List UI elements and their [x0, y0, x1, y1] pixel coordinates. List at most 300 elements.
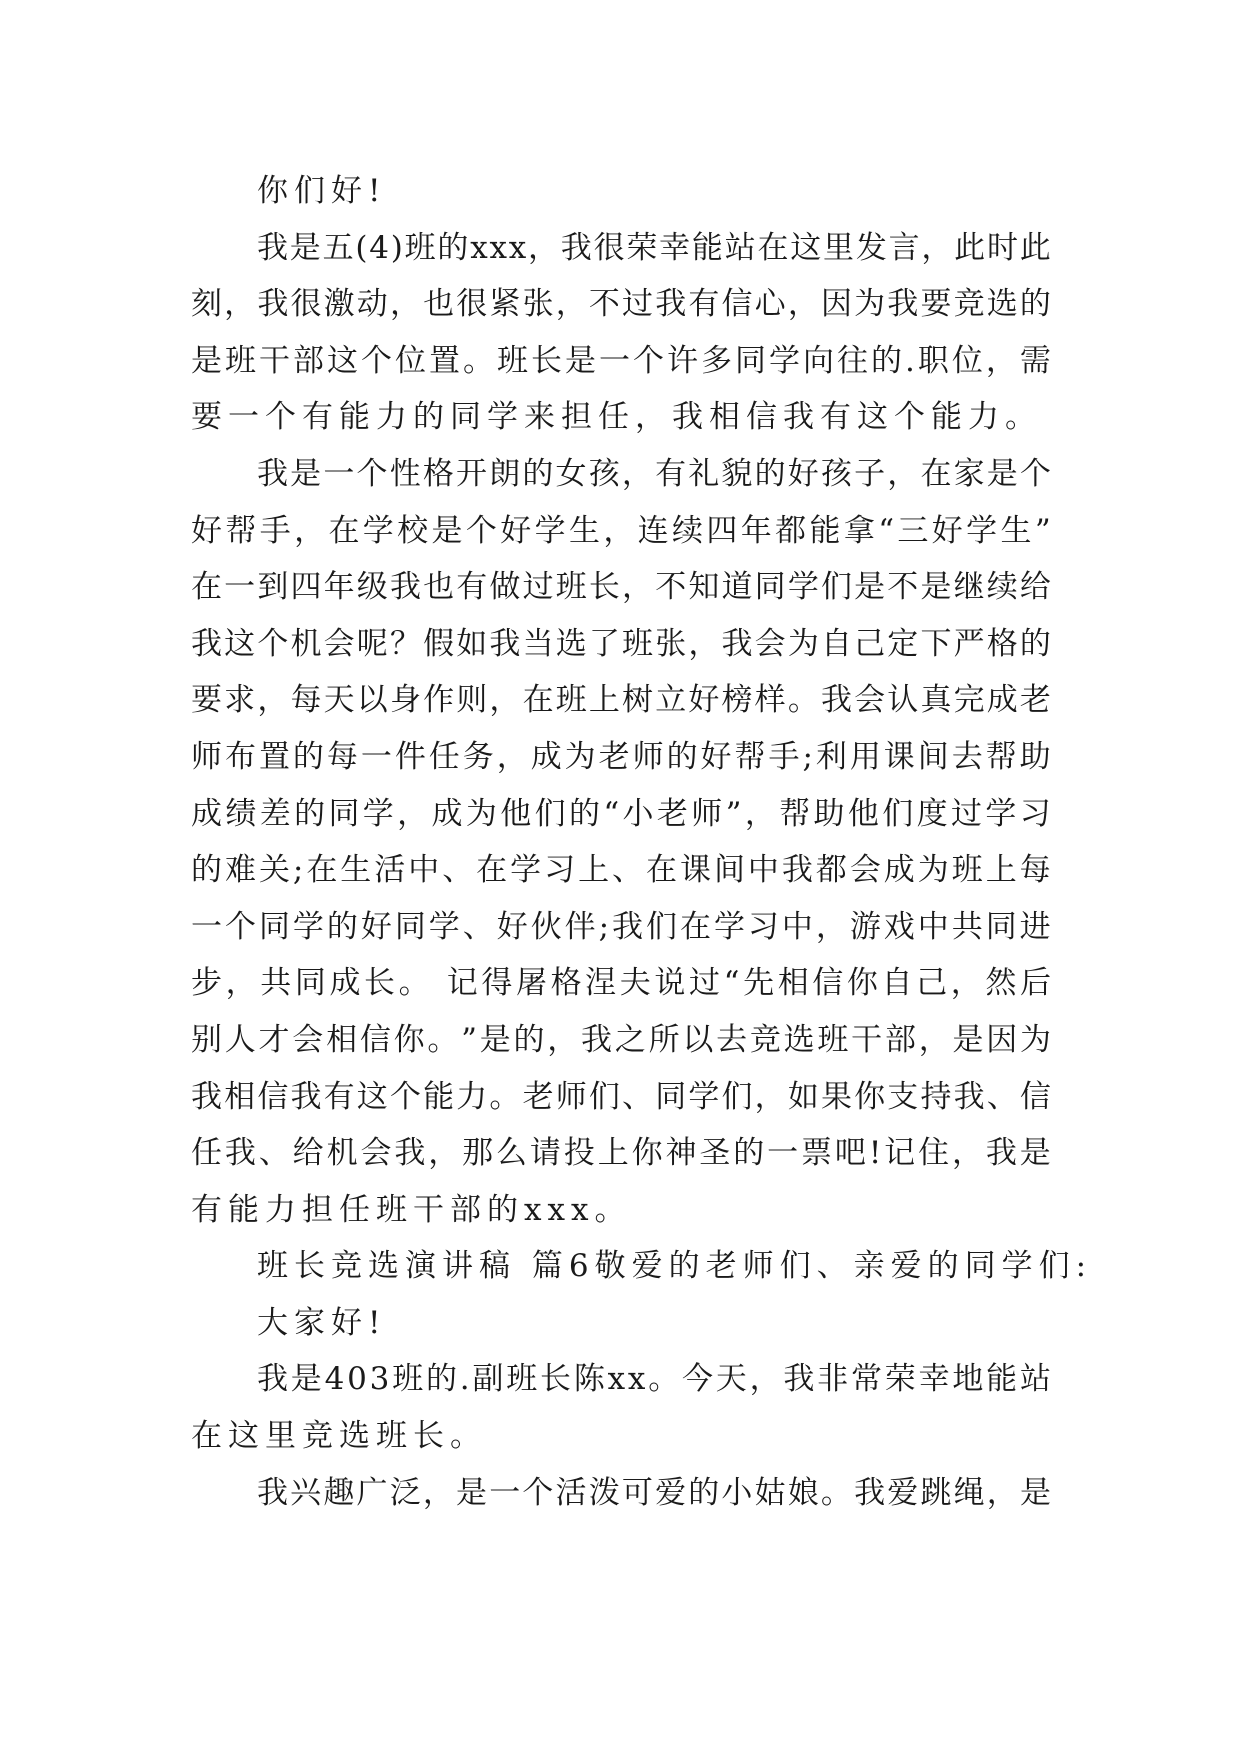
text-char: 同 [258, 908, 290, 945]
text-char: 是 [952, 1021, 984, 1058]
text-char: 。 [787, 682, 819, 719]
text-char: 我 [581, 1021, 613, 1058]
text-char: 家 [953, 455, 985, 492]
text-char: 。 [489, 1078, 521, 1115]
text-char: 帮 [779, 795, 811, 832]
text-char: 中 [408, 852, 440, 889]
text-char: 长 [364, 965, 396, 1002]
text-char: 因 [986, 1021, 1018, 1058]
text-char: 的 [437, 229, 469, 266]
text-char: 貌 [721, 455, 753, 492]
text-char: ， [621, 455, 653, 492]
text-char: 班 [817, 1021, 849, 1058]
text-char: 娘 [787, 1474, 819, 1511]
text-char: ， [921, 229, 953, 266]
text-char: 习 [747, 908, 779, 945]
text-char: 道 [721, 569, 753, 606]
text-char: 生 [340, 852, 372, 889]
text-char: 的 [425, 1361, 457, 1398]
text-char: 相 [777, 965, 809, 1002]
text-char: 不 [887, 569, 919, 606]
text-char: ， [754, 1078, 786, 1115]
text-char: 记 [884, 1135, 916, 1172]
text-char: ， [603, 512, 635, 549]
text-char: 幸 [918, 1361, 950, 1398]
text-char: 好 [688, 682, 720, 719]
text-char: 的 [754, 455, 786, 492]
text-line [191, 503, 1051, 560]
text-char: 自 [820, 625, 852, 662]
text-char: 会 [849, 852, 881, 889]
text-char: 班 [506, 1361, 538, 1398]
text-char: 是 [854, 569, 886, 606]
text-char: 班 [555, 569, 587, 606]
text-char: 个 [389, 1078, 421, 1115]
text-char: 中 [747, 852, 779, 889]
text-char: 学 [769, 342, 800, 379]
text-char: 我 [612, 908, 644, 945]
text-char: 能 [986, 1361, 1018, 1398]
text-char: 请 [529, 1135, 561, 1172]
text-char: 天 [323, 682, 355, 719]
text-char: 班 [555, 682, 587, 719]
text-char: 泛 [389, 1474, 421, 1511]
text-char: 记 [446, 965, 478, 1002]
text-char: 成 [883, 852, 915, 889]
text-char: 天 [715, 1361, 747, 1398]
text-char: 你 [846, 965, 878, 1002]
text-char: 为 [564, 738, 596, 775]
text-char: 今 [681, 1361, 713, 1398]
text-char: 张 [655, 625, 687, 662]
text-char: 我 [781, 852, 813, 889]
text-char: 成 [530, 738, 562, 775]
text-char: 张 [522, 286, 554, 323]
text-char: 都 [775, 512, 807, 549]
text-char: 也 [423, 569, 455, 606]
text-char: “ [723, 965, 740, 1002]
text-char: 我 [389, 569, 421, 606]
text-char: 你 [854, 1078, 886, 1115]
text-char: 那 [462, 1135, 494, 1172]
text-char: 先 [743, 965, 775, 1002]
text-char: 班 [404, 229, 436, 266]
text-char: 完 [953, 682, 985, 719]
text-char: 机 [326, 1135, 358, 1172]
text-char: 是 [289, 229, 321, 266]
text-char: 女 [555, 455, 587, 492]
text-char: 一 [323, 455, 355, 492]
text-char: 间 [713, 852, 745, 889]
text-char: 个 [1019, 455, 1051, 492]
text-char: 如 [456, 625, 488, 662]
text-char: 开 [456, 455, 488, 492]
text-char: 为 [917, 852, 949, 889]
text-char: 能 [691, 229, 723, 266]
text-char: x [607, 1361, 626, 1398]
text-char: 动 [356, 286, 388, 323]
text-char: 陈 [573, 1361, 605, 1398]
text-char: 关 [258, 852, 290, 889]
text-char: 机 [290, 625, 322, 662]
text-char: 会 [292, 1021, 324, 1058]
text-char: 长 [588, 569, 620, 606]
text-char: 姑 [754, 1474, 786, 1511]
text-char: 学 [362, 512, 394, 549]
text-char: 个 [522, 1474, 554, 1511]
text-char: 我 [394, 1135, 426, 1172]
text-char: 泼 [588, 1474, 620, 1511]
text-char: 好 [360, 908, 392, 945]
text-line [191, 1182, 1051, 1239]
text-char: 他 [847, 795, 879, 832]
text-char: 假 [423, 625, 455, 662]
text-char: 在 [522, 682, 554, 719]
text-char: 票 [801, 1135, 833, 1172]
text-char: 此 [954, 229, 986, 266]
text-char: 的 [568, 795, 600, 832]
text-char: 己 [916, 965, 948, 1002]
text-char: 一 [767, 1135, 799, 1172]
text-char: 长 [540, 1361, 572, 1398]
text-char: 格 [986, 625, 1018, 662]
text-char: 们 [588, 1078, 620, 1115]
text-char: 求 [224, 682, 256, 719]
text-char: 会 [323, 625, 355, 662]
text-char: 戏 [883, 908, 915, 945]
text-char: 要 [191, 682, 222, 719]
text-char: 是 [1019, 1474, 1051, 1511]
text-char: 孩 [820, 455, 852, 492]
text-char: 个 [224, 908, 256, 945]
text-line [191, 559, 1051, 616]
text-char: ， [294, 512, 326, 549]
text-char: 生 [568, 512, 600, 549]
text-char: 位 [395, 342, 426, 379]
text-char: 置 [258, 738, 290, 775]
text-char: 爱 [655, 1474, 687, 1511]
text-char: 们 [820, 569, 852, 606]
text-char: 在 [191, 569, 222, 606]
text-line [191, 1351, 1051, 1408]
text-char: 孩 [588, 455, 620, 492]
text-char: 爱 [887, 1474, 919, 1511]
text-char: 言 [888, 229, 920, 266]
text-char: ， [918, 1021, 950, 1058]
text-char: 生 [1000, 512, 1032, 549]
text-char: 好 [496, 908, 528, 945]
text-char: 信 [1019, 1078, 1051, 1115]
text-char: 给 [292, 1135, 324, 1172]
text-char: ” [461, 1021, 477, 1058]
text-char: 去 [716, 1021, 748, 1058]
text-char: 小 [721, 1474, 753, 1511]
text-char: 格 [422, 455, 454, 492]
text-char: 此 [1019, 229, 1051, 266]
text-char: 很 [290, 286, 322, 323]
text-char: 支 [887, 1078, 919, 1115]
text-line [191, 672, 1051, 729]
text-char: x [627, 1361, 646, 1398]
text-char: 选 [555, 625, 587, 662]
text-char: 的 [871, 342, 902, 379]
text-char: ， [887, 455, 919, 492]
text-line [191, 333, 1051, 390]
text-char: 你 [631, 1135, 663, 1172]
text-char: 中 [781, 908, 813, 945]
text-char: 。 [398, 965, 430, 1002]
text-char: 个 [356, 455, 388, 492]
text-char: 以 [356, 682, 388, 719]
text-char: 在 [476, 852, 508, 889]
text-char: 广 [356, 1474, 388, 1511]
text-char: 立 [655, 682, 687, 719]
text-char: 在 [328, 512, 360, 549]
text-char: 投 [563, 1135, 595, 1172]
text-char: 做 [489, 569, 521, 606]
text-char: ” [1034, 512, 1051, 549]
text-char: 是 [191, 342, 222, 379]
text-char: 的 [326, 908, 358, 945]
text-char: 每 [290, 682, 322, 719]
text-char: 间 [917, 738, 949, 775]
text-char: ， [547, 1021, 579, 1058]
text-line [191, 276, 1051, 333]
text-char: ， [389, 286, 421, 323]
text-char: 我 [820, 682, 852, 719]
text-char: 我 [257, 286, 289, 323]
text-char: ( [355, 229, 368, 266]
text-char: 需 [1019, 342, 1051, 379]
text-char: 在 [757, 229, 789, 266]
text-char: 榜 [721, 682, 753, 719]
text-char: 我 [257, 229, 288, 266]
text-char: ， [489, 682, 521, 719]
text-char: 校 [397, 512, 429, 549]
text-char: 激 [323, 286, 355, 323]
text-char: 助 [1019, 738, 1051, 775]
text-char: 任 [191, 1135, 222, 1172]
text-char: 常 [850, 1361, 882, 1398]
text-char: 件 [394, 738, 426, 775]
text-char: 过 [689, 965, 720, 1002]
text-char: 能 [809, 512, 841, 549]
text-char: 过 [950, 795, 982, 832]
text-char: 、 [986, 1078, 1018, 1115]
text-char: 为 [465, 795, 497, 832]
text-char: 为 [787, 625, 819, 662]
text-char: 连 [637, 512, 669, 549]
text-char: x [489, 229, 507, 266]
text-char: 的 [294, 795, 326, 832]
text-char: 绩 [225, 795, 257, 832]
text-char: 我 [257, 455, 288, 492]
text-char: 同 [294, 965, 326, 1002]
text-char: 定 [887, 625, 919, 662]
text-char: 自 [881, 965, 913, 1002]
text-char: 共 [260, 965, 292, 1002]
text-char: 有 [655, 455, 687, 492]
document-body [191, 163, 1093, 1521]
text-char: ， [225, 965, 257, 1002]
text-char: 么 [496, 1135, 528, 1172]
text-char: 为 [1020, 1021, 1051, 1058]
text-char: 性 [389, 455, 421, 492]
text-char: 呢 [356, 625, 388, 662]
text-char: 果 [820, 1078, 852, 1115]
text-char: ， [787, 286, 819, 323]
text-char: 下 [920, 625, 952, 662]
text-char: ， [950, 965, 982, 1002]
text-char: 很 [456, 286, 488, 323]
text-char: 信 [812, 965, 844, 1002]
text-char: 有 [323, 1078, 355, 1115]
text-char: 地 [952, 1361, 984, 1398]
text-char: 课 [883, 738, 915, 775]
text-char: 荣 [884, 1361, 916, 1398]
text-char: 相 [326, 1021, 358, 1058]
text-line [191, 1069, 1051, 1126]
text-char: 真 [920, 682, 952, 719]
text-char: 每 [326, 738, 358, 775]
text-line [191, 842, 1051, 899]
text-char: 年 [323, 569, 355, 606]
text-char: 树 [622, 682, 654, 719]
text-char: 。 [820, 1474, 852, 1511]
text-char: 站 [724, 229, 756, 266]
text-char: 屠 [515, 965, 547, 1002]
text-char: 知 [688, 569, 720, 606]
text-char: 时 [986, 229, 1018, 266]
text-line [191, 1465, 1051, 1522]
text-char: 这 [356, 1078, 388, 1115]
text-char: 吧 [834, 1135, 866, 1172]
text-char: 帮 [734, 738, 766, 775]
text-char: 习 [1019, 795, 1051, 832]
text-char: 所 [648, 1021, 680, 1058]
text-char: 身 [389, 682, 421, 719]
text-char: 布 [224, 738, 256, 775]
text-char: 一 [360, 738, 392, 775]
text-char: 幸 [659, 229, 691, 266]
text-char: 。 [463, 342, 494, 379]
text-char: 部 [293, 342, 324, 379]
text-char: 好 [931, 512, 963, 549]
text-char: 手 [259, 512, 291, 549]
text-char: 是 [986, 455, 1018, 492]
text-char: 圣 [699, 1135, 731, 1172]
text-char: 给 [1019, 569, 1051, 606]
text-char: 则 [456, 682, 488, 719]
text-char: 的 [191, 852, 222, 889]
text-char: 同 [328, 795, 360, 832]
text-char: 好 [500, 512, 532, 549]
text-char: 心 [754, 286, 786, 323]
text-char: 涅 [585, 965, 617, 1002]
text-char: 伙 [530, 908, 562, 945]
text-char: 认 [887, 682, 919, 719]
text-char: 不 [588, 286, 620, 323]
text-char: 班 [497, 342, 528, 379]
text-char: 一 [191, 908, 222, 945]
text-line [191, 1295, 1051, 1352]
text-char: ” [725, 795, 742, 832]
text-char: 是 [920, 569, 952, 606]
section-heading-line [191, 1238, 1093, 1295]
text-char: 己 [854, 625, 886, 662]
text-char: 信 [359, 1021, 391, 1058]
text-char: 同 [985, 908, 1017, 945]
text-char: 选 [783, 1021, 815, 1058]
text-line-content: 大家好! [257, 1304, 387, 1341]
text-char: 是 [479, 1021, 511, 1058]
text-char: 成 [191, 795, 222, 832]
text-char: 差 [259, 795, 291, 832]
text-char: 很 [593, 229, 625, 266]
text-char: 后 [1019, 965, 1051, 1002]
text-char: 同 [754, 569, 786, 606]
text-char: 这 [790, 229, 822, 266]
text-char: 老 [656, 795, 688, 832]
text-char: 我 [560, 229, 592, 266]
text-char: 3 [369, 1361, 390, 1398]
text-char: 神 [665, 1135, 697, 1172]
text-char: ， [528, 229, 559, 266]
text-char: 然 [985, 965, 1017, 1002]
text-char: 中 [917, 908, 949, 945]
text-char: ， [688, 625, 720, 662]
text-char: 成 [329, 965, 361, 1002]
text-char: 我 [985, 1135, 1017, 1172]
text-char: 是 [431, 512, 463, 549]
text-char: 持 [920, 1078, 952, 1115]
text-char: 上 [588, 682, 620, 719]
text-char: 力 [456, 1078, 488, 1115]
text-char: 、 [258, 1135, 290, 1172]
text-char: 小 [622, 795, 654, 832]
text-char: 站 [1019, 1361, 1051, 1398]
text-char: 成 [431, 795, 463, 832]
text-char: x [470, 229, 488, 266]
text-char: 个 [257, 625, 289, 662]
text-char: 往 [837, 342, 868, 379]
text-char: 、 [462, 908, 494, 945]
text-char: 作 [423, 682, 455, 719]
text-char: ， [951, 1135, 983, 1172]
text-char: 任 [428, 738, 460, 775]
text-char: 学 [292, 908, 324, 945]
text-char: 去 [951, 738, 983, 775]
text-char: 师 [555, 1078, 587, 1115]
text-char: 里 [823, 229, 855, 266]
text-char: 。 [427, 1021, 459, 1058]
text-char: 之 [614, 1021, 646, 1058]
text-char: 四 [706, 512, 738, 549]
text-line [191, 729, 1051, 786]
text-char: 我 [257, 1474, 288, 1511]
text-char: 4 [369, 229, 389, 266]
text-char: 相 [224, 1078, 256, 1115]
text-char: 学 [985, 795, 1017, 832]
text-char: 、 [612, 852, 644, 889]
text-char: 年 [740, 512, 772, 549]
text-char: ， [985, 342, 1017, 379]
text-char: 许 [667, 342, 698, 379]
text-char: 三 [897, 512, 929, 549]
text-char: 活 [555, 1474, 587, 1511]
text-char: 师 [191, 738, 222, 775]
text-char: 学 [787, 569, 819, 606]
